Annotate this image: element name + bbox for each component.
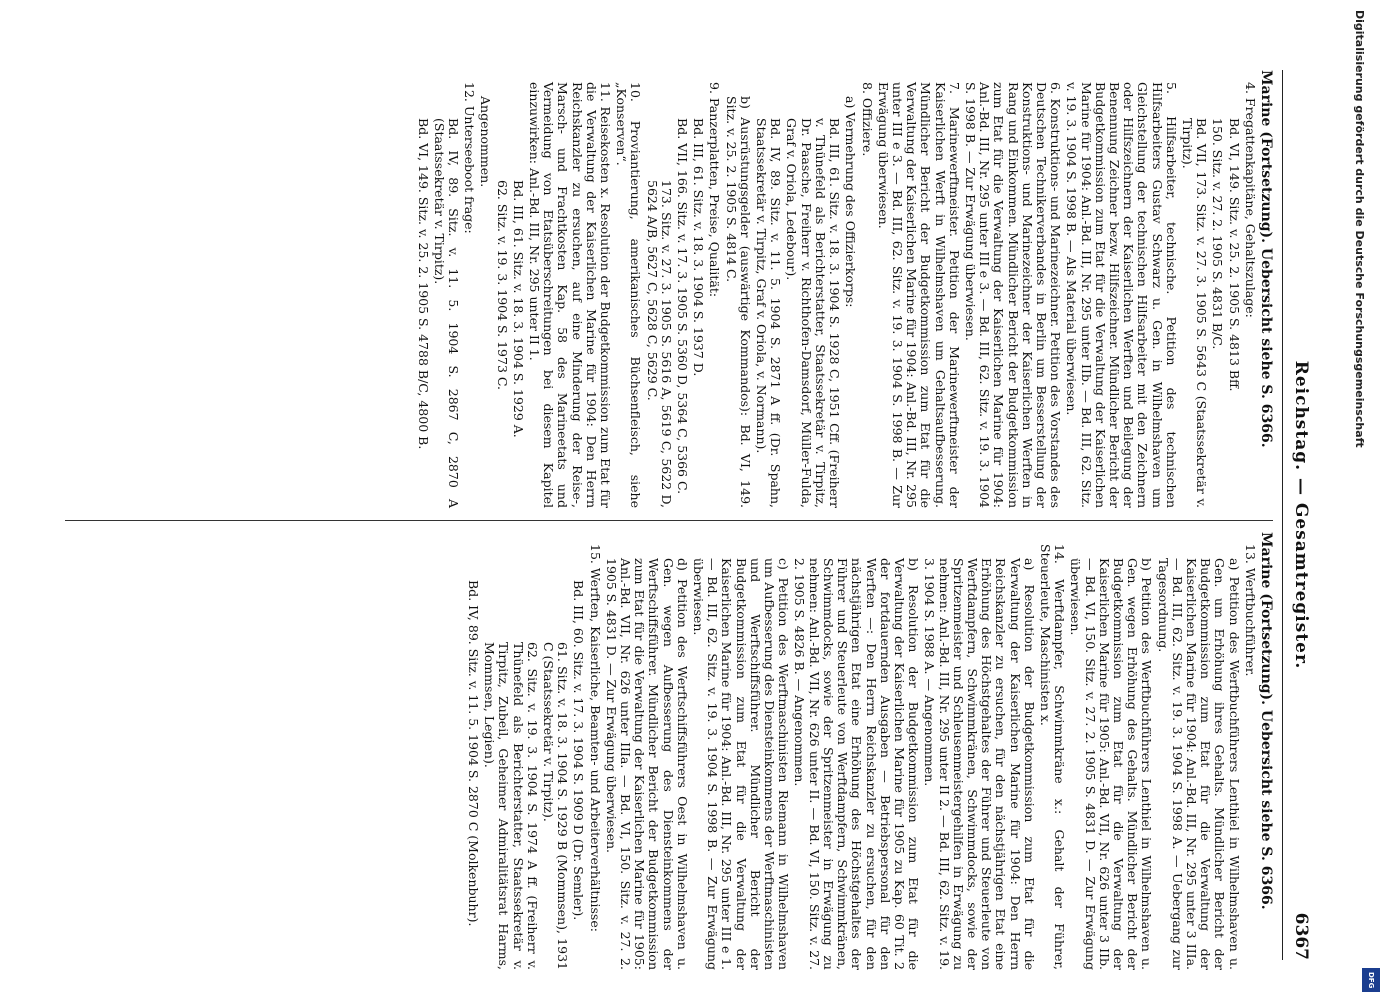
footer-text: Digitalisierung gefördert durch die Deutsche Forschungsgemeinschaft [1353,10,1366,448]
right-entry: c) Petition des Werftmaschinisten Riemann in Wilhelmshaven um Aufbesserung des Diensteinkommens der Werftmaschinisten und Werftschiffsführer. Mündlicher Bericht der Budgetkommission zum Etat für die Verwaltung der Kaiserlichen Marine für 1904: Anl.-Bd. III, Nr. 295 unter III e 1. — Bd. III, 62. Sitz. v. 19. 3. 1904 S. 1998 B. — Zur Erwägung überwiesen. [691,558,792,970]
left-entry: 11. Reisekosten x. Resolution der Budgetkommission zum Etat für die Verwaltung der Kaiserlichen Marine für 1904: Den Herrn Reichskanzler zu ersuchen, auf eine Minderung der Reise-, Marsch- und Frachtkosten Kap. 58 des Marineetats und Vermeidung von Etatsüberschreitungen bei diesem Kapitel einzuwirken: Anl.-Bd. III, Nr. 295 unter II 1. [527,82,614,508]
right-entry: 13. Werftbuchführer. [1242,544,1258,677]
right-entry: Bd. III, 60. Sitz. v. 17. 3. 1904 S. 1909 D (Dr. Semler). [571,580,587,921]
right-entry: 15. Werften, Kaiserliche, Beamten- und Arbeiterverhältnisse: [587,544,603,932]
left-entry: 8. Offiziere. [859,82,875,157]
left-column [25,70,1273,508]
column-divider [65,520,1273,521]
left-entry: 173. Sitz. v. 27. 3. 1905 S. 5616 A, 5619 C, 5622 D, 5624 A/B, 5627 C, 5628 C, 5629 C. [644,180,674,508]
right-entry: 14. Werftdampfer, Schwimmkräne x.: Gehalt der Führer, Steuerleute, Maschinisten x. [1037,544,1068,970]
right-entry: Marine (Fortsetzung). Uebersicht siehe S. 6366. [1258,532,1274,910]
left-entry: b) Ausrüstungsgelder (auswärtige Kommandos): Bd. VI, 149. Sitz. v. 25. 2. 1905 S. 4814 C. [723,96,753,508]
left-entry: 4. Fregattenkapitäne, Gehaltszulage: [1242,82,1258,318]
left-entry: Bd. IV, 89. Sitz. v. 11. 5. 1904 S. 2871 A ff. (Dr. Spahn, Staatssekretär v. Tirpitz, Graf v. Oriola, v. Normann). [754,118,784,508]
left-entry: 6. Konstruktions- und Marinezeichner. Petition des Vorstandes des Deutschen Technikerverbandes in Berlin um Besserstellung der Konstruktions- und Marinezeichner der Kaiserlichen Werften in Rang und Einkommen. Mündlicher Bericht der Budgetkommission zum Etat für die Verwaltung der Kaiserlichen Marine für 1904: Anl.-Bd. III, Nr. 295 unter III e 3. — Bd. III, 62. Sitz. v. 19. 3. 1904 S. 1998 B. — Zur Erwägung überwiesen. [962,82,1064,508]
left-entry: 12. Unterseeboot frage: [462,82,478,234]
left-entry: Bd. VII, 173. Sitz. v. 27. 3. 1905 S. 5643 C (Staatssekretär v. Tirpitz). [1179,118,1210,508]
left-entry: 7. Marinewerftmeister. Petition der Marinewerftmeister der Kaiserlichen Werft in Wilhelmshaven um Gehaltsaufbesserung. Mündlicher Bericht der Budgetkommission zum Etat für die Verwaltung der Kaiserlichen Marine für 1904: Anl.-Bd. III, Nr. 295 unter III e 3. — Bd. III, 62. Sitz. v. 19. 3. 1904 S. 1998 B. — Zur Erwägung überwiesen. [875,82,962,508]
right-entry: a) Resolution der Budgetkommission zum Etat für die Verwaltung der Kaiserlichen Marine für 1904: Den Herrn Reichskanzler zu ersuchen, für den nächstjährigen Etat eine Erhöhung des Höchstgehaltes der Führer und Steuerleute von Werftdampfern, Schwimmkränen, Schwimmdocks, sowie der Spritzenmeister und Schleusenmeistergehilfen in Erwägung zu nehmen: Anl.-Bd. III, Nr. 295 unter II 2. — Bd. III, 62. Sitz. v. 19. 3. 1904 S. 1988 A. — Angenommen. [922,558,1037,970]
page-title: Reichstag. — Gesamtregister. [1291,360,1311,670]
left-entry: Angenommen. [478,96,494,188]
left-entry: Bd. VII, 166. Sitz. v. 17. 3. 1905 S. 5360 D, 5364 C, 5366 C. [675,118,691,495]
text-columns [25,70,1274,970]
rotated-page [25,0,1335,1000]
running-head [1282,70,1315,960]
page-number: 6367 [1291,912,1311,960]
right-entry: d) Petition des Werftschiffsführers Oest in Wilhelmshaven u. Gen. wegen Aufbesserung des Diensteinkommens der Werftschiffsführer. Mündlicher Bericht der Budgetkommission zum Etat für die Verwaltung der Kaiserlichen Marine für 1905: Anl.-Bd. VII, Nr. 626 unter IIIa. — Bd. VI, 150. Sitz. v. 27. 2. 1905 S. 4831 D. — Zur Erwägung überwiesen. [603,558,690,970]
left-entry: Bd. VI, 149. Sitz. v. 25. 2. 1905 S. 4788 B/C, 4800 B. [415,118,431,450]
left-entry: 150. Sitz. v. 27. 2. 1905 S. 4831 B/C. [1210,118,1226,350]
right-column [25,532,1273,970]
left-entry: 62. Sitz. v. 19. 3. 1904 S. 1973 C. [494,180,510,390]
right-entry: a) Petition des Werftbuchführers Lenthiel in Wilhelmshaven u. Gen. um Erhöhung ihres Gehalts. Mündlicher Bericht der Budgetkommission zum Etat für die Verwaltung der Kaiserlichen Marine für 1904: Anl.-Bd. III, Nr. 295 unter 3 IIIa. — Bd. III, 62. Sitz. v. 19. 3. 1904 S. 1998 A. — Uebergang zur Tagesordnung. [1155,558,1242,970]
left-entry: Bd. VI, 149. Sitz. v. 25. 2. 1905 S. 4813 Bff. [1226,118,1242,392]
right-entry: b) Petition des Werftbuchführers Lenthiel in Wilhelmshaven u. Gen. wegen Erhöhung des Gehalts. Mündlicher Bericht der Budgetkommission zum Etat für die Verwaltung der Kaiserlichen Marine für 1905: Anl.-Bd. VII, Nr. 626 unter 3 IIb. — Bd. VI, 150. Sitz. v. 27. 2. 1905 S. 4831 D. — Zur Erwägung überwiesen. [1068,558,1155,970]
left-entry: 5. Hilfsarbeiter, technische. Petition des technischen Hilfsarbeiters Gustav Schwarz u. Gen. in Wilhelmshaven um Gleichstellung der technischen Hilfsarbeiter mit den Zeichnern oder Hilfszeichnern der Kaiserlichen Werften und Beilegung der Benennung Zeichner bezw. Hilfszeichner. Mündlicher Bericht der Budgetkommission zum Etat für die Verwaltung der Kaiserlichen Marine für 1904: Anl.-Bd. III, Nr. 295 unter IIb. — Bd. III, 62. Sitz. v. 19. 3. 1904 S. 1998 B. — Als Material überwiesen. [1064,82,1179,508]
right-entry: Bd. IV, 89. Sitz. v. 11. 5. 1904 S. 2870 C (Molkenbuhr). [466,580,482,927]
left-entry: Bd. IV, 89. Sitz. v. 11. 5. 1904 S. 2867 C, 2870 A (Staatssekretär v. Tirpitz). [431,118,462,508]
left-entry: 9. Panzerplatten, Preise, Qualität: [707,82,723,298]
right-entry: 61. Sitz. v. 18. 3. 1904 S. 1929 B (Mommsen), 1931 C (Staatssekretär v. Tirpitz). [541,642,571,970]
left-entry: Marine (Fortsetzung). Uebersicht siehe S. 6366. [1258,70,1274,448]
right-entry: b) Resolution der Budgetkommission zum Etat für die Verwaltung der Kaiserlichen Marine für 1905 zu Kap. 60 Tit. 2 der fortdauernden Ausgaben — Betriebspersonal für den Werften —: Den Herrn Reichskanzler zu ersuchen, für den nächstjährigen Etat eine Erhöhung des Höchstgehaltes der Führer und Steuerleute von Werftdampfern, Schwimmkränen, Schwimmdocks, sowie der Spritzenmeister in Erwägung zu nehmen: Anl.-Bd. VII, Nr. 626 unter II. — Bd. VI, 150. Sitz. v. 27. 2. 1905 S. 4826 B. — Angenommen. [792,558,922,970]
digitization-footer [1344,10,1374,990]
left-entry: a) Vermehrung des Offizierkorps: [843,96,859,308]
left-entry: 10. Proviantierung, amerikanisches Büchsenfleisch, siehe „Konserven“. [614,82,644,508]
left-entry: Bd. III, 61. Sitz. v. 18. 3. 1904 S. 1929 A. [510,180,526,438]
right-entry: 62. Sitz. v. 19. 3. 1904 S. 1974 A ff. (Freiherr v. Thünefeld als Berichterstatter, Staatssekretär v. Tirpitz, Zubeil, Geheimer Admiralitätsrat Harms, Mommsen, Legien). [482,642,540,970]
left-entry: Bd. III, 61. Sitz. v. 18. 3. 1904 S. 1937 D. [691,118,707,377]
left-entry: Bd. III, 61. Sitz. v. 18. 3. 1904 S. 1928 C, 1951 Cff. (Freiherr v. Thünefeld als Berichterstatter, Staatssekretär v. Tirpitz, Dr. Paasche, Freiherr v. Richthofen-Damsdorf, Müller-Fulda, Graf v. Oriola, Ledebour). [784,118,843,508]
dfg-logo: DFG [1362,968,1380,992]
